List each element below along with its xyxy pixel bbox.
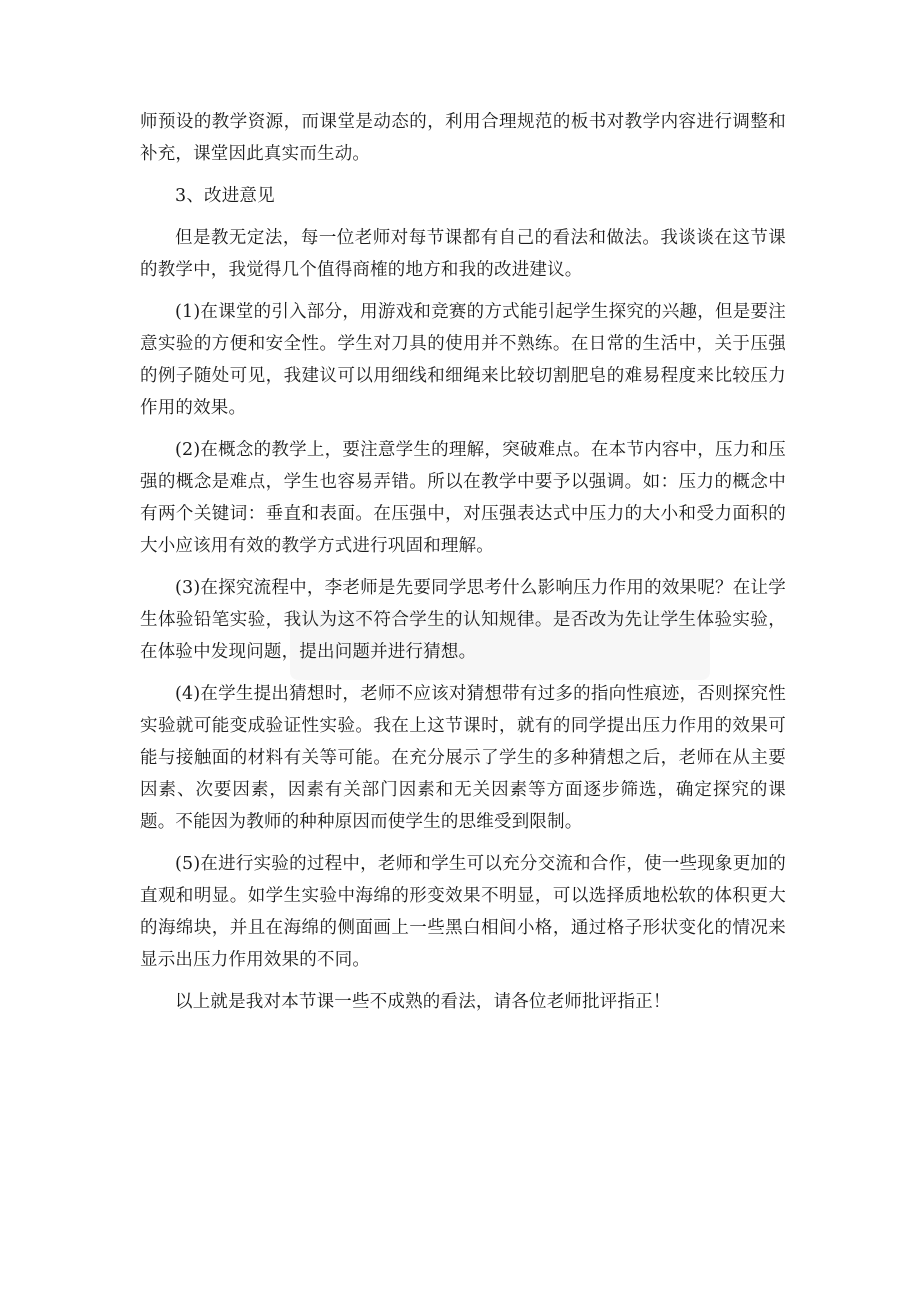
paragraph-point-3: (3)在探究流程中，李老师是先要同学思考什么影响压力作用的效果呢？在让学生体验铅笔实验，我认为这不符合学生的认知规律。是否改为先让学生体验实验，在体验中发现问题，提出问题并进行猜想。: [140, 578, 786, 662]
section-heading-improvements: 3、改进意见: [175, 186, 275, 206]
paragraph-point-1: (1)在课堂的引入部分，用游戏和竞赛的方式能引起学生探究的兴趣，但是要注意实验的方便和安全性。学生对刀具的使用并不熟练。在日常的生活中，关于压强的例子随处可见，我建议可以用细线和细绳来比较切割肥皂的难易程度来比较压力作用的效果。: [140, 302, 786, 418]
paragraph-conclusion: 以上就是我对本节课一些不成熟的看法，请各位老师批评指正！: [175, 992, 671, 1012]
paragraph-point-5: (5)在进行实验的过程中，老师和学生可以充分交流和合作，使一些现象更加的直观和明显。如学生实验中海绵的形变效果不明显，可以选择质地松软的体积更大的海绵块，并且在海绵的侧面画上一些黑白相间小格，通过格子形状变化的情况来显示出压力作用效果的不同。: [140, 854, 786, 970]
paragraph-point-2: (2)在概念的教学上，要注意学生的理解，突破难点。在本节内容中，压力和压强的概念是难点，学生也容易弄错。所以在教学中要予以强调。如：压力的概念中有两个关键词：垂直和表面。在压强中，对压强表达式中压力的大小和受力面积的大小应该用有效的教学方式进行巩固和理解。: [140, 440, 786, 556]
paragraph-continuation: 师预设的教学资源，而课堂是动态的，利用合理规范的板书对教学内容进行调整和补充，课堂因此真实而生动。: [140, 112, 786, 164]
paragraph-point-4: (4)在学生提出猜想时，老师不应该对猜想带有过多的指向性痕迹，否则探究性实验就可能变成验证性实验。我在上这节课时，就有的同学提出压力作用的效果可能与接触面的材料有关等可能。在充分展示了学生的多种猜想之后，老师在从主要因素、次要因素，因素有关部门因素和无关因素等方面逐步筛选，确定探究的课题。不能因为教师的种种原因而使学生的思维受到限制。: [140, 684, 786, 832]
paragraph-intro: 但是教无定法，每一位老师对每节课都有自己的看法和做法。我谈谈在这节课的教学中，我觉得几个值得商榷的地方和我的改进建议。: [140, 228, 786, 280]
document-body: [140, 106, 786, 1028]
